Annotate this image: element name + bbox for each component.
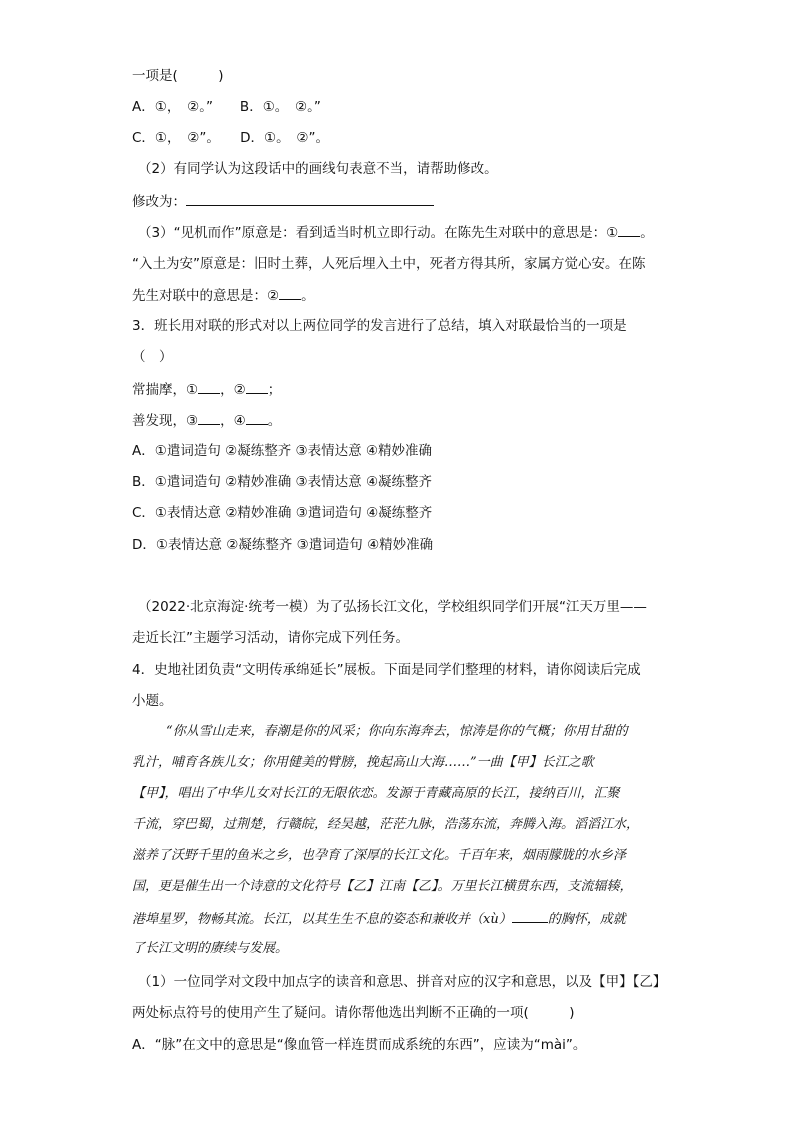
source-intro: （2022·北京海淀·统考一模）为了弘扬长江文化，学校组织同学们开展“江天万里—— — [138, 599, 647, 615]
passage-line: “你从雪山走来，春潮是你的风采；你向东海奔去，惊涛是你的气概；你用甘甜的 — [166, 724, 628, 739]
question-4-line2: 小题。 — [132, 693, 173, 709]
passage-line: 乳汁，哺育各族儿女；你用健美的臂膀，挽起高山大海……”一曲【甲】长江之歌 — [132, 755, 594, 770]
answer-blank — [618, 222, 640, 237]
option-row-ab: A．①， ②。” B．①。 ②。” — [132, 99, 321, 115]
option-d: D．①表情达意 ②凝练整齐 ③遣词造句 ④精妙准确 — [132, 537, 434, 553]
option-a: A．①遣词造句 ②凝练整齐 ③表情达意 ④精妙准确 — [132, 443, 433, 459]
question-3: （3）“见机而作”原意是：看到适当时机立即行动。在陈先生对联中的意思是：① 。 — [138, 222, 654, 243]
question-3-item: 3．班长用对联的形式对以上两位同学的发言进行了总结，填入对联最恰当的一项是 — [132, 318, 627, 334]
option-row-cd: C．①， ②”。 D．①。 ②”。 — [132, 130, 329, 146]
passage-line: 国，更是催生出一个诗意的文化符号【乙】江南【乙】。万里长江横贯东西，支流辐辏， — [132, 879, 633, 894]
passage-line: 【甲】，唱出了中华儿女对长江的无限依恋。发源于青藏高原的长江，接纳百川，汇聚 — [132, 786, 620, 801]
question-4: 4．史地社团负责“文明传承绵延长”展板。下面是同学们整理的材料，请你阅读后完成 — [132, 662, 641, 678]
answer-blank — [198, 379, 220, 394]
revision-line: 修改为： — [132, 191, 434, 212]
question-4-1: （1）一位同学对文段中加点字的读音和意思、拼音对应的汉字和意思，以及【甲】【乙】 — [138, 974, 667, 990]
option-a-4-1: A．“脉”在文中的意思是“像血管一样连贯而成系统的东西”，应读为“mài”。 — [132, 1037, 587, 1053]
question-3-paren: （ ） — [132, 349, 173, 365]
answer-blank — [186, 191, 434, 206]
question-2: （2）有同学认为这段话中的画线句表意不当，请帮助修改。 — [138, 161, 498, 177]
question-3-line2: “入土为安”原意是：旧时土葬，人死后埋入土中，死者方得其所，家属方觉心安。在陈 — [132, 256, 646, 272]
question-4-1-line2: 两处标点符号的使用产生了疑问。请你帮他选出判断不正确的一项( ) — [132, 1005, 575, 1021]
answer-blank — [279, 285, 301, 300]
question-3-line3: 先生对联中的意思是：② 。 — [132, 285, 315, 306]
option-c: C．①表情达意 ②精妙准确 ③遣词造句 ④凝练整齐 — [132, 505, 433, 521]
passage-line: 千流，穿巴蜀，过荆楚，行赣皖，经吴越，茫茫九脉，浩荡东流，奔腾入海。滔滔江水， — [132, 817, 640, 832]
answer-blank — [246, 410, 268, 425]
answer-blank — [246, 379, 268, 394]
source-intro-line2: 走近长江”主题学习活动，请你完成下列任务。 — [132, 630, 409, 646]
passage-line: 港埠星罗，物畅其流。长江，以其生生不息的姿态和兼收并（xù） 的胸怀，成就 — [132, 908, 626, 930]
answer-blank — [198, 410, 220, 425]
option-b: B．①遣词造句 ②精妙准确 ③表情达意 ④凝练整齐 — [132, 474, 433, 490]
answer-blank — [512, 908, 548, 923]
passage-line: 了长江文明的赓续与发展。 — [132, 941, 289, 956]
couplet-line-1: 常揣摩，① ，② ； — [132, 379, 281, 400]
couplet-line-2: 善发现，③ ，④ 。 — [132, 410, 281, 431]
question-stem-end: 一项是( ) — [132, 68, 224, 84]
passage-line: 滋养了沃野千里的鱼米之乡，也孕育了深厚的长江文化。千百年来，烟雨朦胧的水乡泽 — [132, 848, 627, 863]
